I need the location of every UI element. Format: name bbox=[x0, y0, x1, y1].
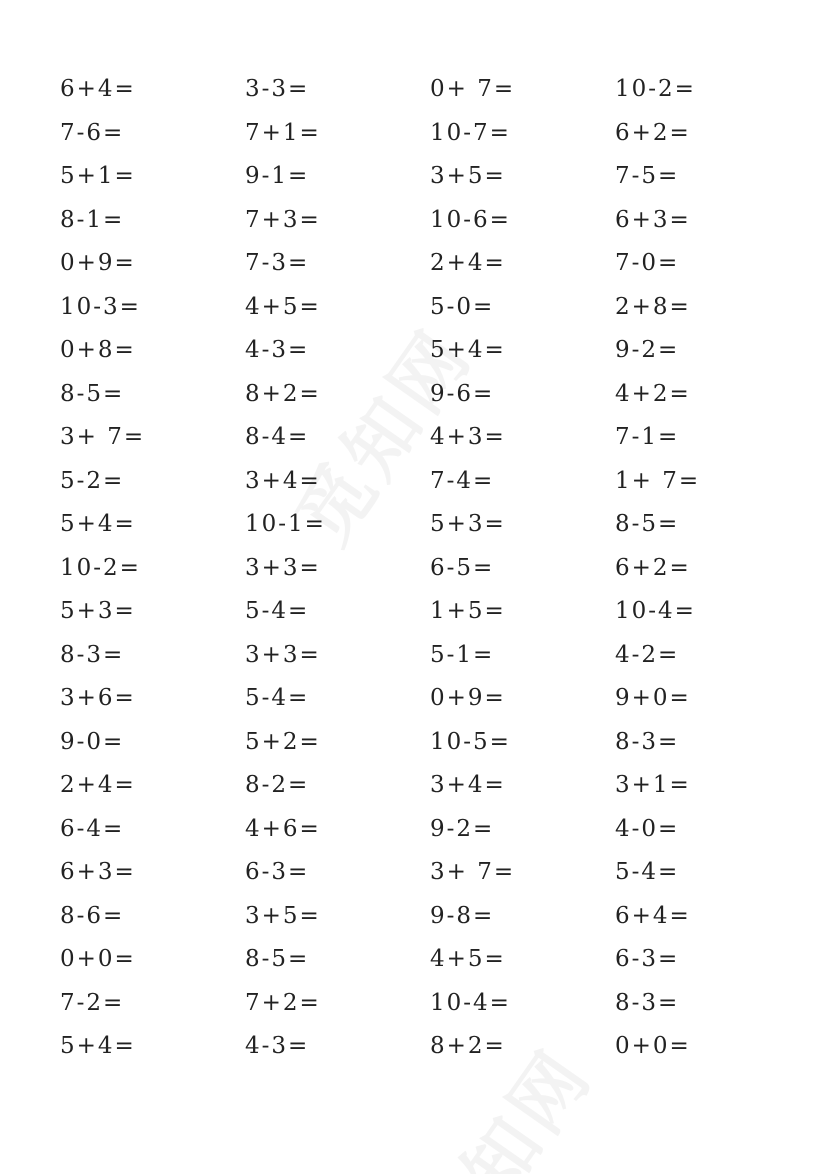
math-problem: 6+3= bbox=[615, 206, 691, 233]
math-problem: 3+3= bbox=[245, 554, 321, 581]
math-problem: 0+0= bbox=[60, 946, 136, 972]
math-problem: 7-4= bbox=[430, 467, 495, 494]
math-problem: 4+2= bbox=[615, 380, 691, 407]
math-problem: 4+5= bbox=[245, 293, 321, 320]
math-problem: 6-5= bbox=[430, 554, 495, 581]
math-problem: 7-3= bbox=[245, 250, 310, 276]
math-problem: 6+3= bbox=[60, 859, 136, 885]
problem-grid bbox=[60, 68, 800, 1069]
math-problem: 10-1= bbox=[245, 511, 326, 537]
math-problem: 7-1= bbox=[615, 424, 680, 450]
math-problem: 9-0= bbox=[60, 728, 125, 755]
math-problem: 3+1= bbox=[615, 772, 691, 798]
math-problem: 3-3= bbox=[245, 76, 310, 102]
math-problem: 5+3= bbox=[430, 511, 506, 537]
math-problem: 10-2= bbox=[60, 554, 141, 581]
math-problem: 2+4= bbox=[60, 772, 136, 798]
math-problem: 8-3= bbox=[60, 641, 125, 668]
math-problem: 10-4= bbox=[430, 989, 511, 1016]
math-problem: 10-3= bbox=[60, 293, 141, 320]
math-problem: 5-2= bbox=[60, 467, 125, 494]
math-problem: 3+4= bbox=[245, 467, 321, 494]
math-problem: 8-4= bbox=[245, 424, 310, 450]
math-problem: 8-3= bbox=[615, 728, 680, 755]
math-problem: 8-3= bbox=[615, 989, 680, 1016]
math-problem: 5-4= bbox=[245, 685, 310, 711]
math-problem: 6+4= bbox=[60, 76, 136, 102]
math-problem: 8+2= bbox=[245, 380, 321, 407]
math-problem: 8+2= bbox=[430, 1033, 506, 1059]
math-problem: 6-4= bbox=[60, 815, 125, 842]
math-problem: 3+ 7= bbox=[60, 424, 146, 450]
math-problem: 10-6= bbox=[430, 206, 511, 233]
math-problem: 5+4= bbox=[60, 511, 136, 537]
math-problem: 5-1= bbox=[430, 641, 495, 668]
math-problem: 0+9= bbox=[60, 250, 136, 276]
math-problem: 4+6= bbox=[245, 815, 321, 842]
math-problem: 3+5= bbox=[245, 902, 321, 929]
math-problem: 7-0= bbox=[615, 250, 680, 276]
math-problem: 3+4= bbox=[430, 772, 506, 798]
math-problem: 0+0= bbox=[615, 1033, 691, 1059]
math-problem: 0+8= bbox=[60, 337, 136, 363]
math-problem: 9-2= bbox=[615, 337, 680, 363]
math-problem: 8-1= bbox=[60, 206, 125, 233]
math-problem: 1+ 7= bbox=[615, 467, 701, 494]
math-problem: 9-6= bbox=[430, 380, 495, 407]
math-problem: 6+2= bbox=[615, 554, 691, 581]
math-problem: 8-5= bbox=[615, 511, 680, 537]
math-problem: 7+2= bbox=[245, 989, 321, 1016]
math-problem: 8-5= bbox=[245, 946, 310, 972]
math-problem: 5+4= bbox=[60, 1033, 136, 1059]
math-problem: 5+3= bbox=[60, 598, 136, 624]
math-problem: 3+3= bbox=[245, 641, 321, 668]
math-problem: 8-6= bbox=[60, 902, 125, 929]
math-problem: 4-0= bbox=[615, 815, 680, 842]
math-problem: 8-5= bbox=[60, 380, 125, 407]
math-problem: 5-4= bbox=[245, 598, 310, 624]
math-problem: 3+5= bbox=[430, 163, 506, 189]
math-problem: 1+5= bbox=[430, 598, 506, 624]
math-problem: 4-3= bbox=[245, 337, 310, 363]
math-problem: 2+8= bbox=[615, 293, 691, 320]
math-problem: 0+ 7= bbox=[430, 76, 516, 102]
math-problem: 4-3= bbox=[245, 1033, 310, 1059]
math-problem: 6-3= bbox=[245, 859, 310, 885]
math-problem: 0+9= bbox=[430, 685, 506, 711]
math-problem: 10-7= bbox=[430, 119, 511, 146]
math-problem: 9-2= bbox=[430, 815, 495, 842]
math-problem: 7+1= bbox=[245, 119, 321, 146]
math-problem: 6+4= bbox=[615, 902, 691, 929]
math-problem: 2+4= bbox=[430, 250, 506, 276]
math-problem: 10-4= bbox=[615, 598, 696, 624]
math-problem: 5+4= bbox=[430, 337, 506, 363]
math-problem: 9-8= bbox=[430, 902, 495, 929]
math-problem: 9+0= bbox=[615, 685, 691, 711]
math-problem: 10-5= bbox=[430, 728, 511, 755]
math-problem: 8-2= bbox=[245, 772, 310, 798]
math-problem: 4-2= bbox=[615, 641, 680, 668]
math-problem: 6-3= bbox=[615, 946, 680, 972]
math-problem: 4+3= bbox=[430, 424, 506, 450]
math-problem: 5-4= bbox=[615, 859, 680, 885]
math-problem: 3+6= bbox=[60, 685, 136, 711]
math-problem: 7+3= bbox=[245, 206, 321, 233]
math-problem: 5+1= bbox=[60, 163, 136, 189]
math-problem: 7-5= bbox=[615, 163, 680, 189]
math-problem: 10-2= bbox=[615, 76, 696, 102]
math-problem: 3+ 7= bbox=[430, 859, 516, 885]
math-problem: 4+5= bbox=[430, 946, 506, 972]
math-problem: 7-2= bbox=[60, 989, 125, 1016]
math-problem: 6+2= bbox=[615, 119, 691, 146]
math-problem: 7-6= bbox=[60, 119, 125, 146]
math-problem: 9-1= bbox=[245, 163, 310, 189]
math-problem: 5-0= bbox=[430, 293, 495, 320]
math-problem: 5+2= bbox=[245, 728, 321, 755]
